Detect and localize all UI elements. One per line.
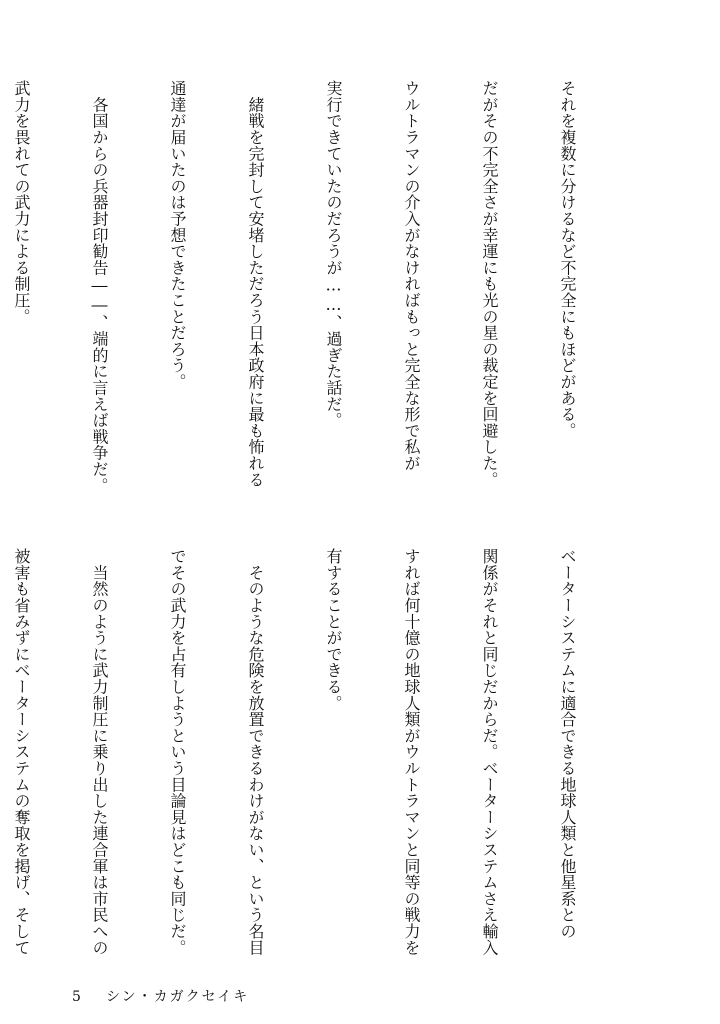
text-line: ウルトラマンの介入がなければもっと完全な形で私が: [402, 80, 421, 472]
text-line: すれば何十億の地球人類がウルトラマンと同等の戦力を: [402, 548, 421, 956]
text-line: 緒戦を完封して安堵しただろう日本政府に最も怖れる: [246, 80, 265, 488]
text-line: ベーターシステムに適合できる地球人類と他星系との: [558, 548, 577, 940]
body-text-top: [0, 80, 632, 500]
page-number: 5: [72, 989, 83, 1005]
text-line: 各国からの兵器封印勧告――、端的に言えば戦争だ。: [90, 80, 109, 494]
text-line: 被害も省みずにベーターシステムの奪取を掲げ、そして: [12, 548, 31, 956]
text-line: だがその不完全さが幸運にも光の星の裁定を回避した。: [480, 80, 499, 488]
text-line: 実行できていたのだろうが……、過ぎた話だ。: [324, 80, 343, 429]
text-line: そのような危険を放置できるわけがない、という名目: [246, 548, 265, 956]
text-line: 武力を畏れての武力による制圧。: [12, 80, 31, 325]
text-line: でその武力を占有しようという目論見はどこも同じだ。: [168, 548, 187, 956]
book-title: シン・カガクセイキ: [106, 989, 250, 1005]
text-line: 当然のように武力制圧に乗り出した連合軍は市民への: [90, 548, 109, 956]
text-line: 有することができる。: [324, 548, 343, 711]
text-line: 関係がそれと同じだからだ。ベーターシステムさえ輸入: [480, 548, 499, 956]
page-footer: [72, 986, 249, 1006]
body-text-bottom: [0, 548, 632, 968]
text-line: それを複数に分けるなど不完全にもほどがある。: [558, 80, 577, 439]
text-line: 通達が届いたのは予想できたことだろう。: [168, 80, 187, 390]
